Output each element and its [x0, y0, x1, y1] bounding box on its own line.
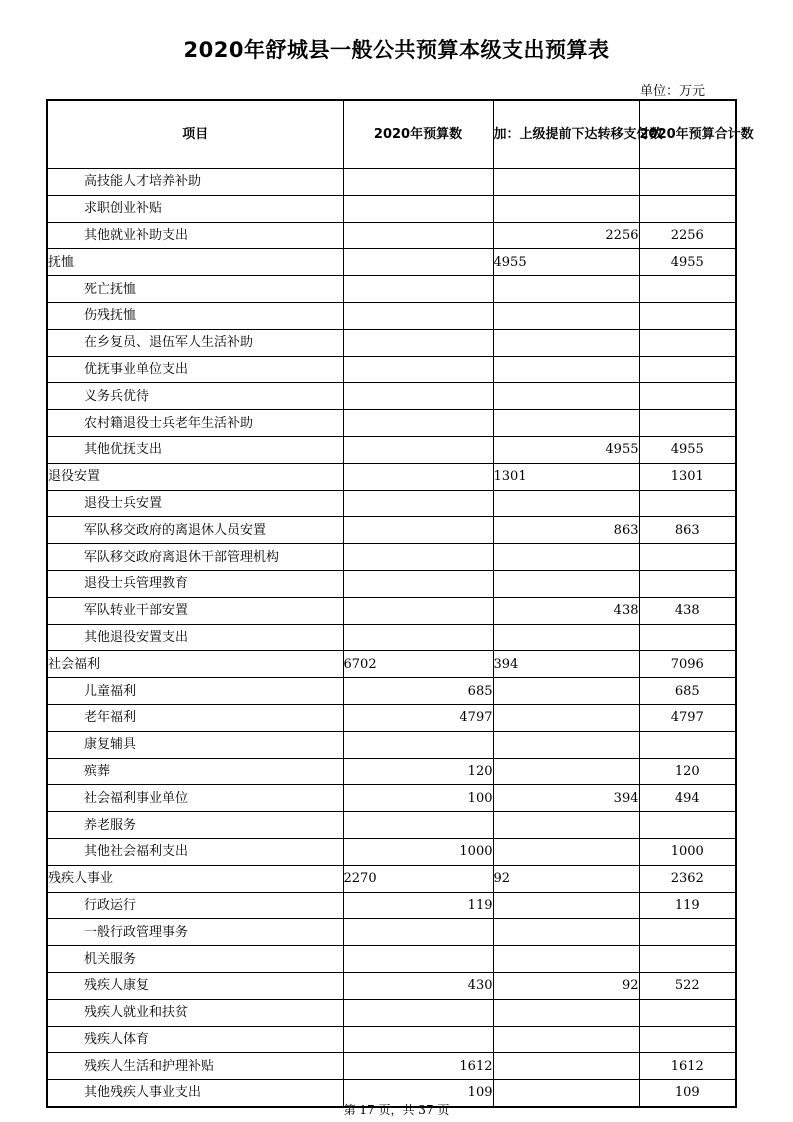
row-transfer-value — [493, 704, 639, 731]
row-budget-value — [343, 812, 493, 839]
unit-label: 单位：万元 — [640, 84, 706, 99]
row-transfer-value — [493, 570, 639, 597]
row-transfer-value — [493, 329, 639, 356]
row-item-name: 退役士兵安置 — [47, 490, 343, 517]
row-item-name: 养老服务 — [47, 812, 343, 839]
row-item-name: 社会福利 — [47, 651, 343, 678]
row-total-value: 1612 — [639, 1053, 736, 1080]
row-transfer-value: 394 — [493, 785, 639, 812]
row-transfer-value — [493, 624, 639, 651]
row-budget-value: 430 — [343, 972, 493, 999]
row-item-name: 残疾人体育 — [47, 1026, 343, 1053]
row-total-value — [639, 383, 736, 410]
row-item-name: 伤残抚恤 — [47, 302, 343, 329]
table-row — [47, 383, 736, 410]
page-footer: 第 17 页，共 37 页 — [343, 1103, 450, 1117]
table-row — [47, 731, 736, 758]
row-transfer-value — [493, 383, 639, 410]
row-transfer-value — [493, 919, 639, 946]
row-total-value: 4797 — [639, 704, 736, 731]
table-row — [47, 436, 736, 463]
page-title: 2020年舒城县一般公共预算本级支出预算表 — [183, 38, 610, 62]
row-budget-value: 109 — [343, 1080, 493, 1107]
header-item: 项目 — [47, 100, 343, 169]
row-budget-value — [343, 222, 493, 249]
row-total-value — [639, 1026, 736, 1053]
row-total-value: 438 — [639, 597, 736, 624]
row-item-name: 退役士兵管理教育 — [47, 570, 343, 597]
row-total-value: 4955 — [639, 436, 736, 463]
row-total-value: 522 — [639, 972, 736, 999]
row-total-value — [639, 169, 736, 196]
table-row — [47, 195, 736, 222]
table-row — [47, 946, 736, 973]
row-budget-value — [343, 946, 493, 973]
row-total-value — [639, 410, 736, 437]
row-transfer-value — [493, 276, 639, 303]
row-item-name: 在乡复员、退伍军人生活补助 — [47, 329, 343, 356]
table-row — [47, 517, 736, 544]
row-transfer-value: 4955 — [493, 249, 639, 276]
table-row — [47, 597, 736, 624]
row-total-value: 685 — [639, 678, 736, 705]
row-total-value — [639, 812, 736, 839]
row-budget-value — [343, 597, 493, 624]
table-row — [47, 356, 736, 383]
row-budget-value — [343, 919, 493, 946]
row-total-value: 2362 — [639, 865, 736, 892]
row-transfer-value — [493, 544, 639, 571]
table-header-row — [47, 100, 736, 169]
table-row — [47, 704, 736, 731]
row-total-value — [639, 356, 736, 383]
table-row — [47, 999, 736, 1026]
table-row — [47, 812, 736, 839]
row-budget-value — [343, 570, 493, 597]
table-row — [47, 785, 736, 812]
row-total-value — [639, 946, 736, 973]
table-row — [47, 249, 736, 276]
row-transfer-value: 4955 — [493, 436, 639, 463]
table-row — [47, 865, 736, 892]
row-transfer-value — [493, 490, 639, 517]
row-budget-value — [343, 329, 493, 356]
table-body — [47, 169, 736, 1107]
row-transfer-value: 394 — [493, 651, 639, 678]
row-transfer-value — [493, 731, 639, 758]
row-total-value: 494 — [639, 785, 736, 812]
row-transfer-value: 438 — [493, 597, 639, 624]
row-item-name: 儿童福利 — [47, 678, 343, 705]
row-budget-value — [343, 356, 493, 383]
row-transfer-value — [493, 946, 639, 973]
row-item-name: 其他优抚支出 — [47, 436, 343, 463]
header-budget: 2020年预算数 — [343, 100, 493, 169]
row-budget-value: 100 — [343, 785, 493, 812]
row-item-name: 其他就业补助支出 — [47, 222, 343, 249]
table-row — [47, 919, 736, 946]
row-budget-value: 1612 — [343, 1053, 493, 1080]
row-total-value: 1000 — [639, 838, 736, 865]
row-transfer-value — [493, 356, 639, 383]
row-item-name: 高技能人才培养补助 — [47, 169, 343, 196]
row-total-value — [639, 919, 736, 946]
table-row — [47, 1053, 736, 1080]
row-budget-value — [343, 410, 493, 437]
row-transfer-value: 92 — [493, 972, 639, 999]
row-total-value — [639, 276, 736, 303]
row-transfer-value: 2256 — [493, 222, 639, 249]
row-budget-value — [343, 195, 493, 222]
row-budget-value — [343, 731, 493, 758]
row-budget-value — [343, 276, 493, 303]
table-row — [47, 222, 736, 249]
table-row — [47, 651, 736, 678]
row-total-value — [639, 624, 736, 651]
row-transfer-value — [493, 838, 639, 865]
row-item-name: 义务兵优待 — [47, 383, 343, 410]
row-total-value: 1301 — [639, 463, 736, 490]
row-transfer-value — [493, 678, 639, 705]
row-transfer-value — [493, 1053, 639, 1080]
row-budget-value — [343, 169, 493, 196]
row-budget-value — [343, 517, 493, 544]
row-item-name: 优抚事业单位支出 — [47, 356, 343, 383]
table-row — [47, 329, 736, 356]
row-budget-value: 119 — [343, 892, 493, 919]
row-item-name: 军队转业干部安置 — [47, 597, 343, 624]
row-budget-value: 1000 — [343, 838, 493, 865]
row-total-value — [639, 544, 736, 571]
row-item-name: 老年福利 — [47, 704, 343, 731]
row-item-name: 死亡抚恤 — [47, 276, 343, 303]
table-row — [47, 302, 736, 329]
row-transfer-value — [493, 410, 639, 437]
row-item-name: 求职创业补贴 — [47, 195, 343, 222]
row-total-value: 109 — [639, 1080, 736, 1107]
table-row — [47, 624, 736, 651]
row-transfer-value: 863 — [493, 517, 639, 544]
row-item-name: 机关服务 — [47, 946, 343, 973]
row-transfer-value — [493, 812, 639, 839]
row-budget-value: 4797 — [343, 704, 493, 731]
budget-table — [46, 99, 754, 1108]
row-transfer-value — [493, 195, 639, 222]
row-transfer-value — [493, 169, 639, 196]
row-transfer-value: 1301 — [493, 463, 639, 490]
row-budget-value — [343, 544, 493, 571]
table-row — [47, 678, 736, 705]
row-transfer-value — [493, 758, 639, 785]
row-item-name: 残疾人事业 — [47, 865, 343, 892]
table-row — [47, 169, 736, 196]
row-budget-value: 685 — [343, 678, 493, 705]
table-row — [47, 490, 736, 517]
row-total-value — [639, 731, 736, 758]
row-budget-value — [343, 249, 493, 276]
row-budget-value — [343, 302, 493, 329]
row-item-name: 农村籍退役士兵老年生活补助 — [47, 410, 343, 437]
row-transfer-value — [493, 302, 639, 329]
table-row — [47, 892, 736, 919]
row-item-name: 行政运行 — [47, 892, 343, 919]
row-item-name: 军队移交政府离退休干部管理机构 — [47, 544, 343, 571]
row-item-name: 其他社会福利支出 — [47, 838, 343, 865]
row-item-name: 残疾人生活和护理补贴 — [47, 1053, 343, 1080]
row-transfer-value — [493, 892, 639, 919]
row-item-name: 残疾人就业和扶贫 — [47, 999, 343, 1026]
row-budget-value — [343, 436, 493, 463]
row-budget-value: 120 — [343, 758, 493, 785]
row-item-name: 一般行政管理事务 — [47, 919, 343, 946]
row-item-name: 军队移交政府的离退休人员安置 — [47, 517, 343, 544]
row-budget-value — [343, 999, 493, 1026]
row-total-value — [639, 302, 736, 329]
row-item-name: 康复辅具 — [47, 731, 343, 758]
row-budget-value: 2270 — [343, 865, 493, 892]
row-total-value: 2256 — [639, 222, 736, 249]
row-budget-value — [343, 624, 493, 651]
row-total-value — [639, 195, 736, 222]
row-budget-value: 6702 — [343, 651, 493, 678]
row-transfer-value: 92 — [493, 865, 639, 892]
row-budget-value — [343, 1026, 493, 1053]
table-row — [47, 276, 736, 303]
row-item-name: 残疾人康复 — [47, 972, 343, 999]
row-total-value — [639, 570, 736, 597]
row-item-name: 退役安置 — [47, 463, 343, 490]
row-budget-value — [343, 383, 493, 410]
table-row — [47, 838, 736, 865]
row-total-value: 119 — [639, 892, 736, 919]
row-total-value: 4955 — [639, 249, 736, 276]
table-row — [47, 1026, 736, 1053]
row-transfer-value — [493, 1026, 639, 1053]
row-total-value: 863 — [639, 517, 736, 544]
table-row — [47, 972, 736, 999]
table-row — [47, 463, 736, 490]
row-item-name: 社会福利事业单位 — [47, 785, 343, 812]
row-item-name: 其他退役安置支出 — [47, 624, 343, 651]
row-total-value: 120 — [639, 758, 736, 785]
row-budget-value — [343, 463, 493, 490]
table-row — [47, 758, 736, 785]
row-total-value — [639, 329, 736, 356]
row-budget-value — [343, 490, 493, 517]
header-total: 2020年预算合计数 — [639, 100, 736, 169]
row-item-name: 其他残疾人事业支出 — [47, 1080, 343, 1107]
table-row — [47, 544, 736, 571]
row-transfer-value — [493, 999, 639, 1026]
row-item-name: 殡葬 — [47, 758, 343, 785]
header-transfer: 加：上级提前下达转移支付数 — [493, 100, 639, 169]
row-total-value: 7096 — [639, 651, 736, 678]
table-row — [47, 410, 736, 437]
row-item-name: 抚恤 — [47, 249, 343, 276]
row-total-value — [639, 999, 736, 1026]
row-total-value — [639, 490, 736, 517]
table-row — [47, 570, 736, 597]
